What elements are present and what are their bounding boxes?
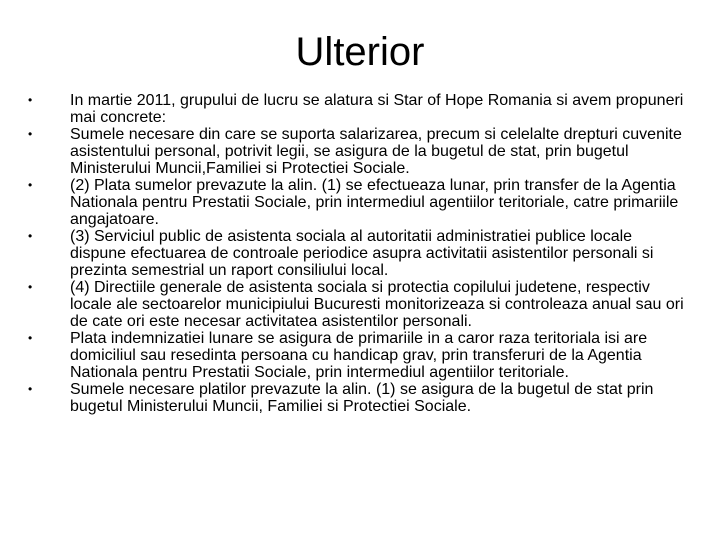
bullet-item bbox=[28, 279, 688, 330]
bullet-item bbox=[28, 330, 688, 381]
bullet-dot: • bbox=[28, 127, 33, 141]
bullet-text: (3) Serviciul public de asistenta sociala al autoritatii administratiei publice locale dispune efectuarea de controale periodice asupra activitatii asistentilor personali si prezinta semestrial un raport consiliului local. bbox=[70, 228, 654, 279]
bullet-item bbox=[28, 92, 688, 126]
bullet-list bbox=[28, 92, 688, 415]
slide-title: Ulterior bbox=[295, 30, 425, 74]
bullet-item bbox=[28, 177, 688, 228]
bullet-dot: • bbox=[28, 331, 33, 345]
bullet-dot: • bbox=[28, 229, 33, 243]
bullet-text: In martie 2011, grupului de lucru se alatura si Star of Hope Romania si avem propuneri mai concrete: bbox=[70, 92, 684, 126]
bullet-text: (4) Directiile generale de asistenta sociala si protectia copilului judetene, respectiv locale ale sectoarelor municipiului Bucuresti monitorizeaza si controleaza anual sau ori de cate ori este necesar activitatea asistentilor personali. bbox=[70, 279, 684, 330]
bullet-dot: • bbox=[28, 93, 33, 107]
bullet-item bbox=[28, 126, 688, 177]
bullet-item bbox=[28, 228, 688, 279]
bullet-text: Plata indemnizatiei lunare se asigura de primariile in a caror raza teritoriala isi are domiciliul sau resedinta persoana cu handicap grav, prin transferuri de la Agentia Nationala pentru Prestatii Sociale, prin intermediul agentiilor teritoriale. bbox=[70, 330, 648, 381]
bullet-text: (2) Plata sumelor prevazute la alin. (1) se efectueaza lunar, prin transfer de la Agentia Nationala pentru Prestatii Sociale, prin intermediul agentiilor teritoriale, catre primariile angajatoare. bbox=[70, 177, 679, 228]
bullet-dot: • bbox=[28, 382, 33, 396]
bullet-text: Sumele necesare platilor prevazute la alin. (1) se asigura de la bugetul de stat prin bugetul Ministerului Muncii, Familiei si Protectiei Sociale. bbox=[70, 381, 654, 415]
bullet-dot: • bbox=[28, 280, 33, 294]
bullet-item bbox=[28, 381, 688, 415]
bullet-text: Sumele necesare din care se suporta salarizarea, precum si celelalte drepturi cuvenite asistentului personal, potrivit legii, se asigura de la bugetul de stat, prin bugetul Ministerului Muncii,Familiei si Protectiei Sociale. bbox=[70, 126, 682, 177]
bullet-dot: • bbox=[28, 178, 33, 192]
